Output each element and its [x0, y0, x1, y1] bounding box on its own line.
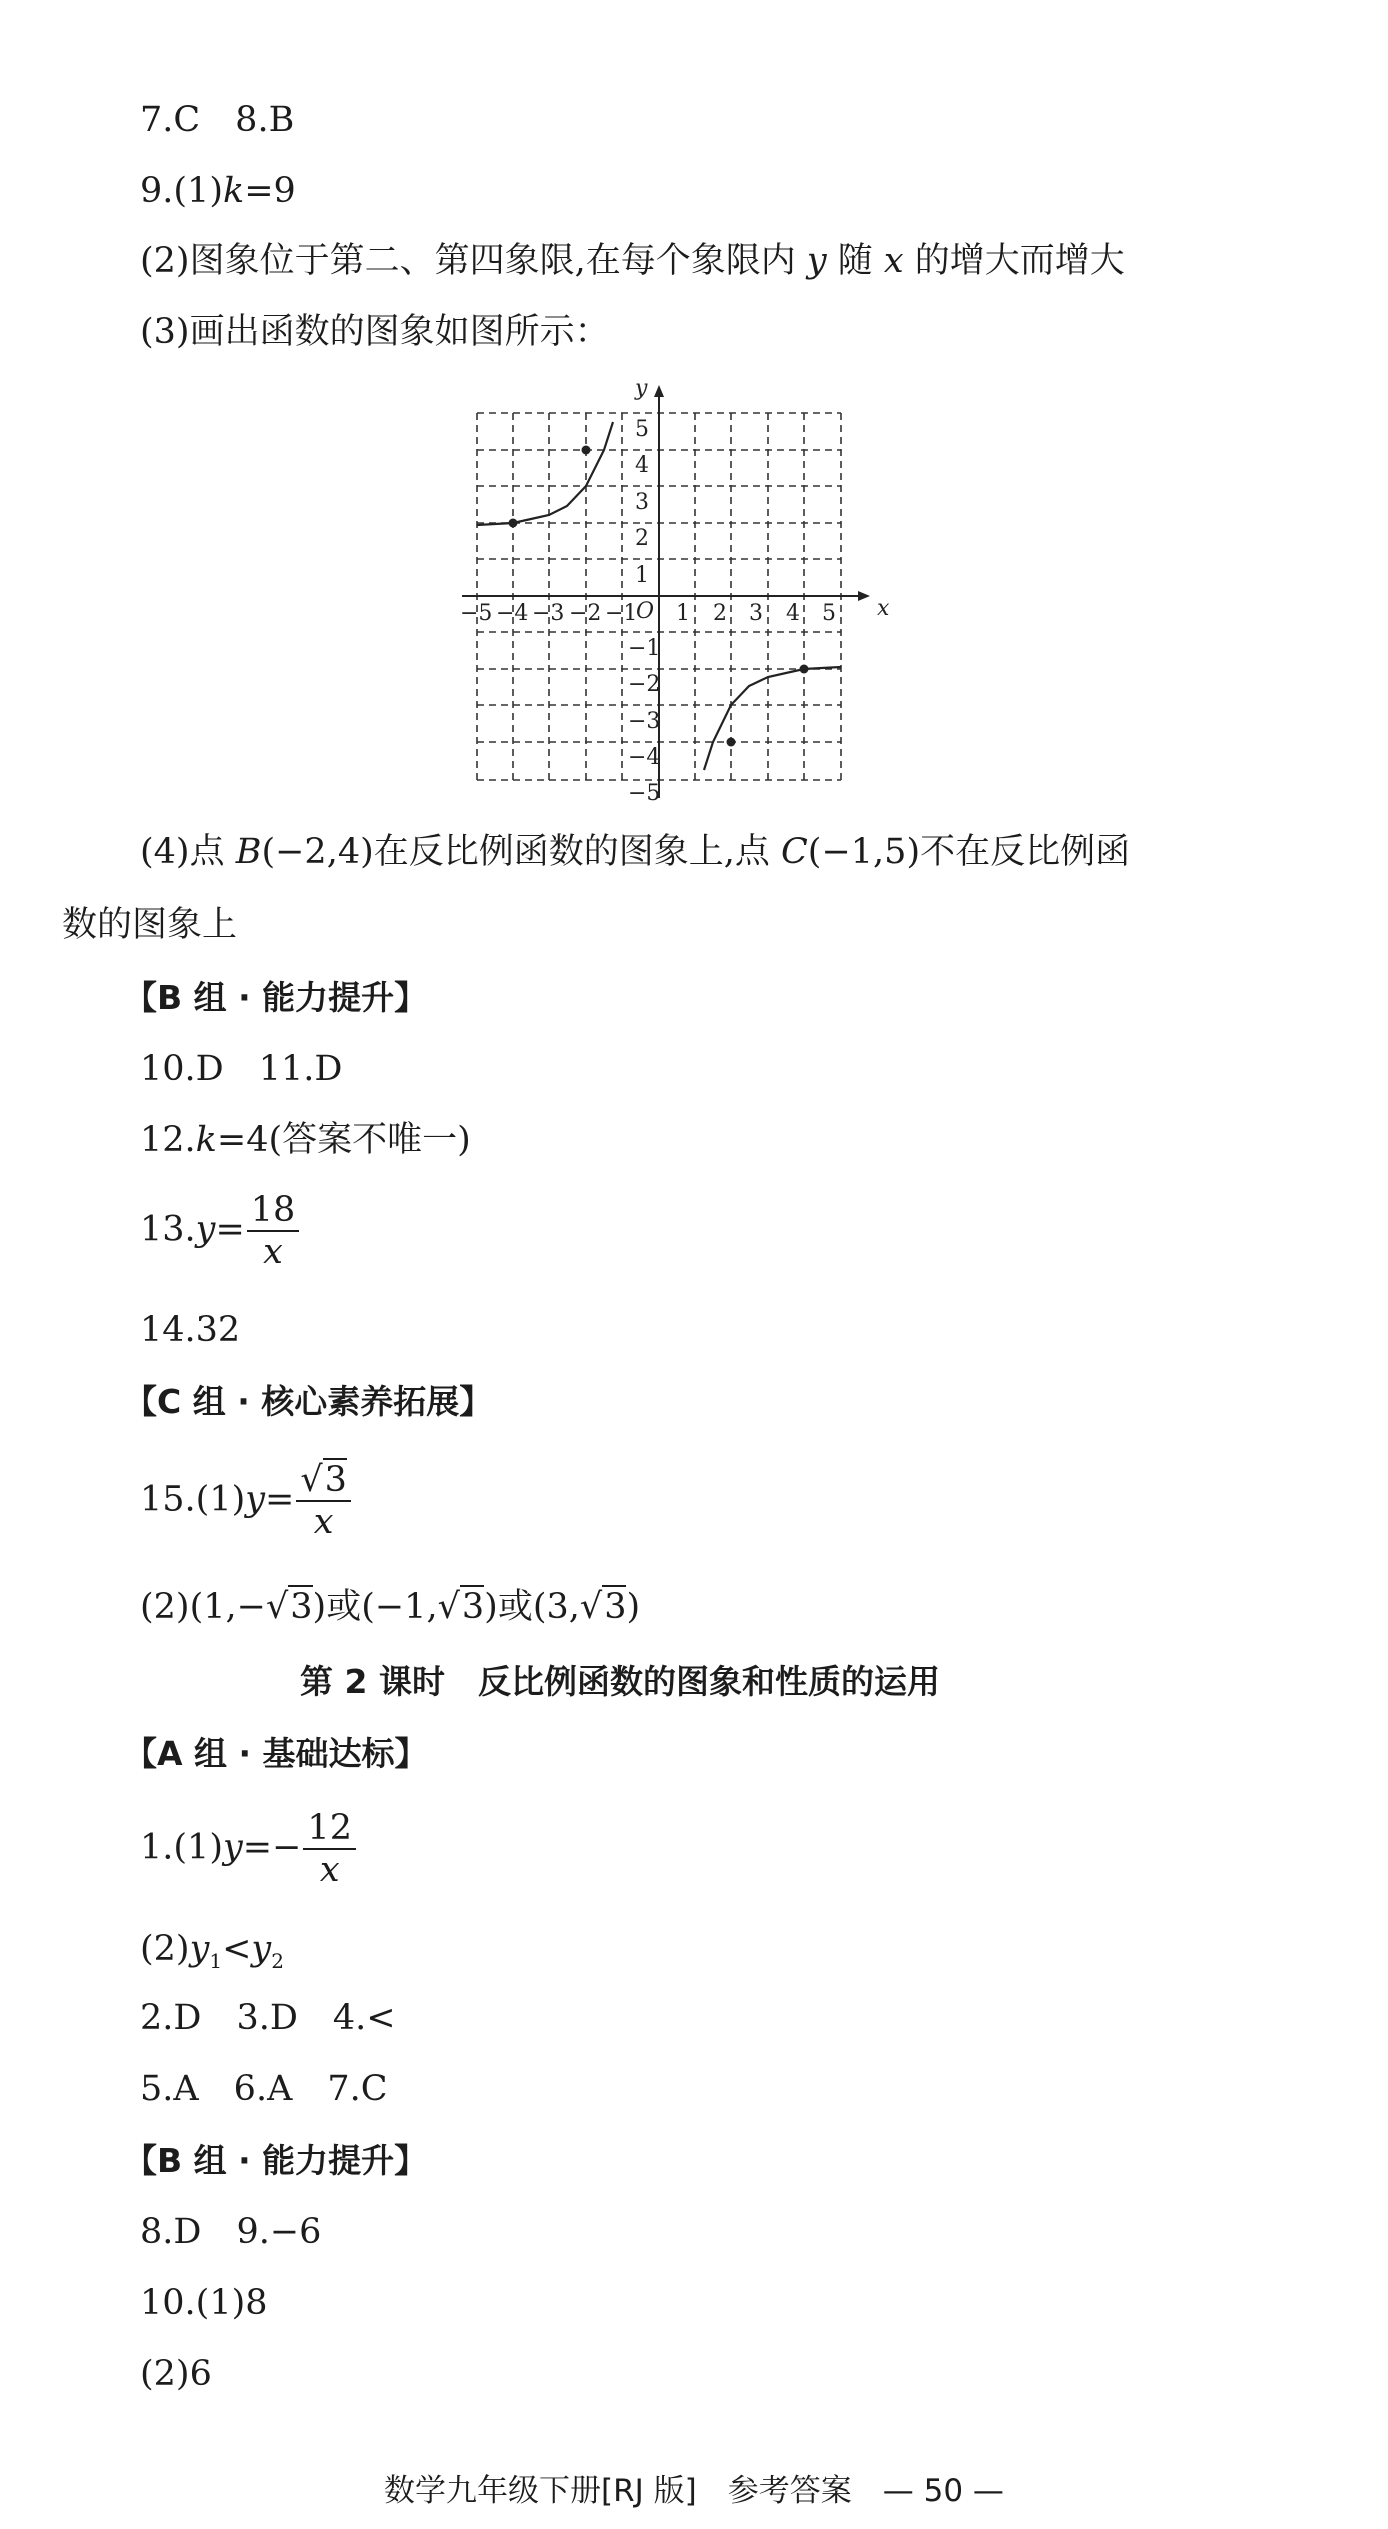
- point-on-curve: [727, 738, 736, 747]
- x-axis-label: x: [877, 596, 890, 621]
- answer-8-9: 8.D 9.−6: [140, 2212, 322, 2252]
- point-on-curve: [509, 519, 518, 528]
- x-tick-label: 2: [713, 601, 727, 626]
- y-tick-label: 1: [635, 563, 649, 588]
- answer-2-4: 2.D 3.D 4.<: [140, 1998, 396, 2038]
- curve-branch-quadrant-2: [477, 422, 613, 525]
- answer-9-3: (3)画出函数的图象如图所示：: [140, 312, 610, 352]
- x-tick-label: −5: [460, 601, 493, 626]
- y-axis-label: y: [635, 376, 648, 401]
- answer-12: 12.k=4(答案不唯一): [140, 1120, 471, 1160]
- y-axis-arrow: [654, 385, 664, 397]
- function-graph: [440, 375, 890, 815]
- answer-10-1: 10.(1)8: [140, 2283, 268, 2323]
- y-tick-label: 3: [635, 490, 649, 515]
- x-axis-arrow: [858, 591, 870, 601]
- x-tick-label: 4: [786, 601, 800, 626]
- answer-10-11: 10.D 11.D: [140, 1049, 343, 1089]
- curve-branch-quadrant-4: [704, 667, 841, 770]
- section-heading-a: 【A 组 · 基础达标】: [124, 1734, 428, 1773]
- answer-1-2: $(2)y_1<y_2$: [140, 1929, 284, 1973]
- y-tick-label: 5: [635, 417, 649, 442]
- section-heading-c: 【C 组 · 核心素养拓展】: [124, 1382, 493, 1421]
- answer-9-2: (2)图象位于第二、第四象限,在每个象限内 y 随 x 的增大而增大: [140, 241, 1125, 281]
- x-tick-label: −2: [569, 601, 602, 626]
- answer-13: 13.y= $\frac{18}{x}$: [140, 1190, 301, 1272]
- answer-10-2: (2)6: [140, 2354, 212, 2394]
- y-tick-label: 4: [635, 453, 649, 478]
- answer-14: 14.32: [140, 1310, 241, 1350]
- x-tick-label: −1: [605, 601, 638, 626]
- y-tick-label: −5: [628, 781, 661, 806]
- point-on-curve: [582, 446, 591, 455]
- section-heading-b2: 【B 组 · 能力提升】: [124, 2141, 428, 2180]
- answer-9-1: 9.(1)k=9: [140, 171, 296, 211]
- answer-15-1: 15.(1)y= $\frac{√3}{x}$: [140, 1460, 353, 1542]
- answer-7-8: 7.C 8.B: [140, 100, 295, 140]
- y-tick-label: −3: [628, 709, 661, 734]
- answer-1-1: 1.(1)y=− $\frac{12}{x}$: [140, 1808, 358, 1890]
- x-tick-label: −3: [532, 601, 565, 626]
- x-tick-label: 5: [822, 601, 836, 626]
- page-footer: 数学九年级下册[RJ 版] 参考答案 — 50 —: [384, 2473, 1004, 2509]
- x-tick-label: 1: [676, 601, 690, 626]
- x-tick-label: −4: [496, 601, 529, 626]
- answer-5-7: 5.A 6.A 7.C: [140, 2069, 388, 2109]
- section-heading-b: 【B 组 · 能力提升】: [124, 978, 428, 1017]
- y-tick-label: 2: [635, 526, 649, 551]
- y-tick-label: −2: [628, 672, 661, 697]
- answer-9-4-cont: 数的图象上: [62, 905, 238, 945]
- answer-9-4: (4)点 B(−2,4)在反比例函数的图象上,点 C(−1,5)不在反比例函: [140, 832, 1131, 872]
- y-tick-label: −4: [628, 745, 661, 770]
- origin-label: O: [636, 599, 655, 624]
- point-on-curve: [800, 665, 809, 674]
- x-tick-label: 3: [749, 601, 763, 626]
- answer-15-2: (2)(1,−√3)或(−1,√3)或(3,√3): [140, 1587, 641, 1627]
- lesson-title: 第 2 课时 反比例函数的图象和性质的运用: [300, 1662, 940, 1701]
- y-tick-label: −1: [628, 636, 661, 661]
